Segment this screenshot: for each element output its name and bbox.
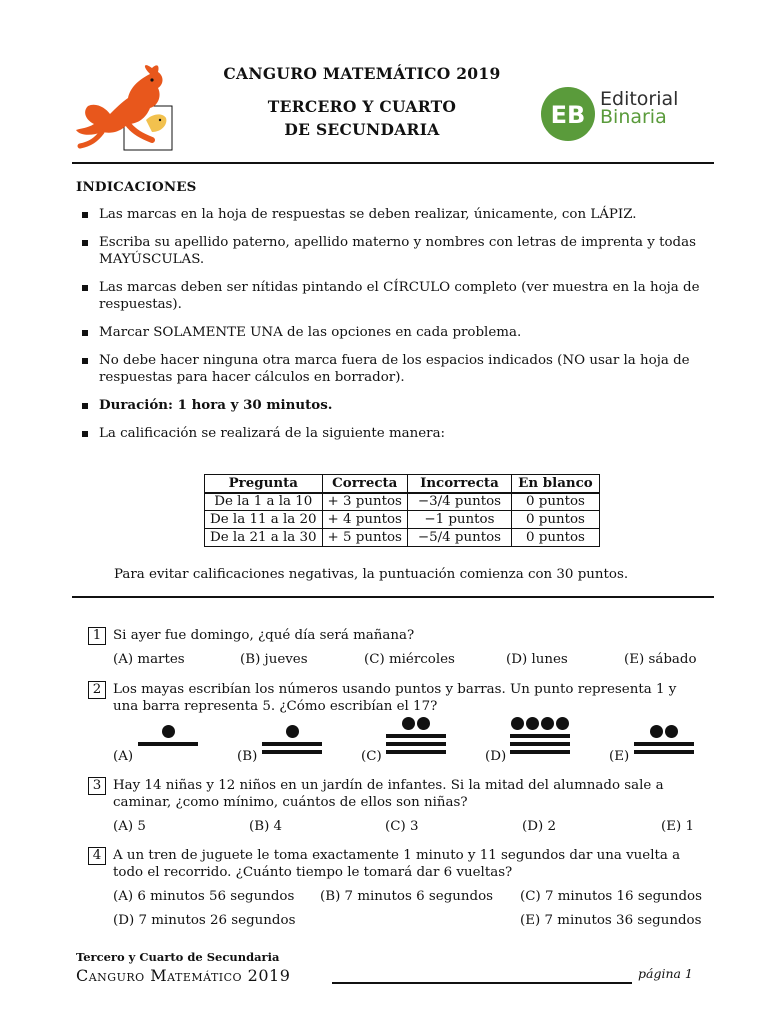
footer-grade: Tercero y Cuarto de Secundaria [76, 950, 280, 964]
publisher-text [600, 90, 678, 126]
option-a: (A) 6 minutos 56 segundos [113, 889, 295, 904]
instruction-item: Las marcas deben ser nítidas pintando el CÍRCULO completo (ver muestra en la hoja de respuestas). [76, 279, 700, 313]
table-cell: De la 11 a la 20 [205, 511, 323, 529]
grade-title-line2: DE SECUNDARIA [284, 120, 440, 139]
footer-rule [332, 982, 632, 984]
scoring-table [204, 474, 600, 547]
table-row [205, 529, 600, 547]
option-b: (B) jueves [240, 652, 308, 667]
maya-dot [511, 717, 524, 730]
instructions-divider [72, 596, 714, 598]
option-c: (C) miércoles [364, 652, 455, 667]
problem-number: 4 [88, 847, 106, 865]
instructions-heading: INDICACIONES [76, 179, 197, 195]
problem-text: Hay 14 niñas y 12 niños en un jardín de infantes. Si la mitad del alumnado sale a caminar, ¿como mínimo, cuántos de ellos son niñas? [113, 778, 664, 810]
maya-bar [634, 750, 694, 754]
maya-dot [526, 717, 539, 730]
page-number: página 1 [638, 966, 693, 981]
publisher-monogram-icon [540, 86, 598, 142]
title-block [182, 64, 542, 139]
maya-bar [138, 742, 198, 746]
option-b: (B) 7 minutos 6 segundos [320, 889, 494, 904]
option-b: (B) [237, 749, 258, 764]
grade-title-line1: TERCERO Y CUARTO [267, 97, 457, 116]
option-a: (A) martes [113, 652, 185, 667]
scoring-note: Para evitar calificaciones negativas, la puntuación comienza con 30 puntos. [114, 567, 629, 582]
table-cell: 0 puntos [511, 511, 599, 529]
footer-contest: Canguro Matemático 2019 [76, 966, 291, 985]
option-d: (D) 2 [522, 819, 556, 834]
publisher-logo [540, 86, 710, 142]
table-header-row [205, 475, 600, 493]
maya-bar [386, 750, 446, 754]
table-cell: −1 puntos [407, 511, 511, 529]
instruction-item: Escriba su apellido paterno, apellido materno y nombres con letras de imprenta y todas MAYÚSCULAS. [76, 234, 700, 268]
problem-2 [88, 681, 700, 771]
maya-bar [634, 742, 694, 746]
table-cell: −5/4 puntos [407, 529, 511, 547]
table-header-cell: Pregunta [205, 475, 323, 493]
maya-bar [386, 742, 446, 746]
problem-number: 1 [88, 627, 106, 645]
publisher-monogram: EB [550, 101, 586, 129]
table-cell: 0 puntos [511, 493, 599, 511]
maya-bar [510, 750, 570, 754]
option-d: (D) lunes [506, 652, 568, 667]
maya-bar [386, 734, 446, 738]
table-header-cell: Incorrecta [407, 475, 511, 493]
publisher-name: Editorial [600, 88, 679, 110]
maya-bar [510, 742, 570, 746]
page-header [72, 56, 714, 156]
instruction-item: La calificación se realizará de la siguiente manera: [76, 425, 700, 442]
instructions-section [76, 179, 700, 442]
problem-3 [88, 777, 700, 837]
table-row [205, 493, 600, 511]
problem-text: Si ayer fue domingo, ¿qué día será mañana? [113, 628, 415, 643]
maya-bar [510, 734, 570, 738]
instruction-item: Las marcas en la hoja de respuestas se deben realizar, únicamente, con LÁPIZ. [76, 206, 700, 223]
publisher-subname: Binaria [600, 106, 667, 128]
maya-bar [262, 742, 322, 746]
option-a: (A) 5 [113, 819, 146, 834]
option-b: (B) 4 [249, 819, 283, 834]
instruction-item: No debe hacer ninguna otra marca fuera de los espacios indicados (NO usar la hoja de respuestas para hacer cálculos en borrador). [76, 352, 700, 386]
kangaroo-logo [72, 62, 182, 152]
table-header-cell: En blanco [511, 475, 599, 493]
option-a: (A) [113, 749, 134, 764]
table-row [205, 511, 600, 529]
table-cell: + 5 puntos [322, 529, 407, 547]
option-c: (C) [361, 749, 382, 764]
instruction-item-duration: Duración: 1 hora y 30 minutos. [76, 397, 700, 414]
option-e: (E) 1 [661, 819, 694, 834]
option-c: (C) 3 [385, 819, 419, 834]
table-cell: −3/4 puntos [407, 493, 511, 511]
problem-number: 2 [88, 681, 106, 699]
maya-dot [650, 725, 663, 738]
option-c: (C) 7 minutos 16 segundos [520, 889, 702, 904]
maya-dot [417, 717, 430, 730]
table-cell: + 4 puntos [322, 511, 407, 529]
table-header-cell: Correcta [322, 475, 407, 493]
problem-4 [88, 847, 700, 931]
option-e: (E) sábado [624, 652, 697, 667]
maya-dot [541, 717, 554, 730]
problem-number: 3 [88, 777, 106, 795]
table-cell: De la 1 a la 10 [205, 493, 323, 511]
problem-text: A un tren de juguete le toma exactamente 1 minuto y 11 segundos dar una vuelta a todo el recorrido. ¿Cuánto tiempo le tomará dar 6 vueltas? [113, 848, 681, 880]
contest-title: CANGURO MATEMÁTICO 2019 [223, 64, 501, 83]
header-divider [72, 162, 714, 164]
maya-dot [162, 725, 175, 738]
instruction-item: Marcar SOLAMENTE UNA de las opciones en cada problema. [76, 324, 700, 341]
maya-dot [402, 717, 415, 730]
option-e: (E) [609, 749, 630, 764]
table-cell: De la 21 a la 30 [205, 529, 323, 547]
problem-1 [88, 627, 700, 671]
problem-text: Los mayas escribían los números usando puntos y barras. Un punto representa 1 y una barra representa 5. ¿Cómo escribían el 17? [113, 682, 677, 714]
option-d: (D) 7 minutos 26 segundos [113, 913, 296, 928]
table-cell: + 3 puntos [322, 493, 407, 511]
maya-dot [556, 717, 569, 730]
table-cell: 0 puntos [511, 529, 599, 547]
maya-bar [262, 750, 322, 754]
maya-dot [286, 725, 299, 738]
maya-dot [665, 725, 678, 738]
option-e: (E) 7 minutos 36 segundos [520, 913, 702, 928]
option-d: (D) [485, 749, 507, 764]
